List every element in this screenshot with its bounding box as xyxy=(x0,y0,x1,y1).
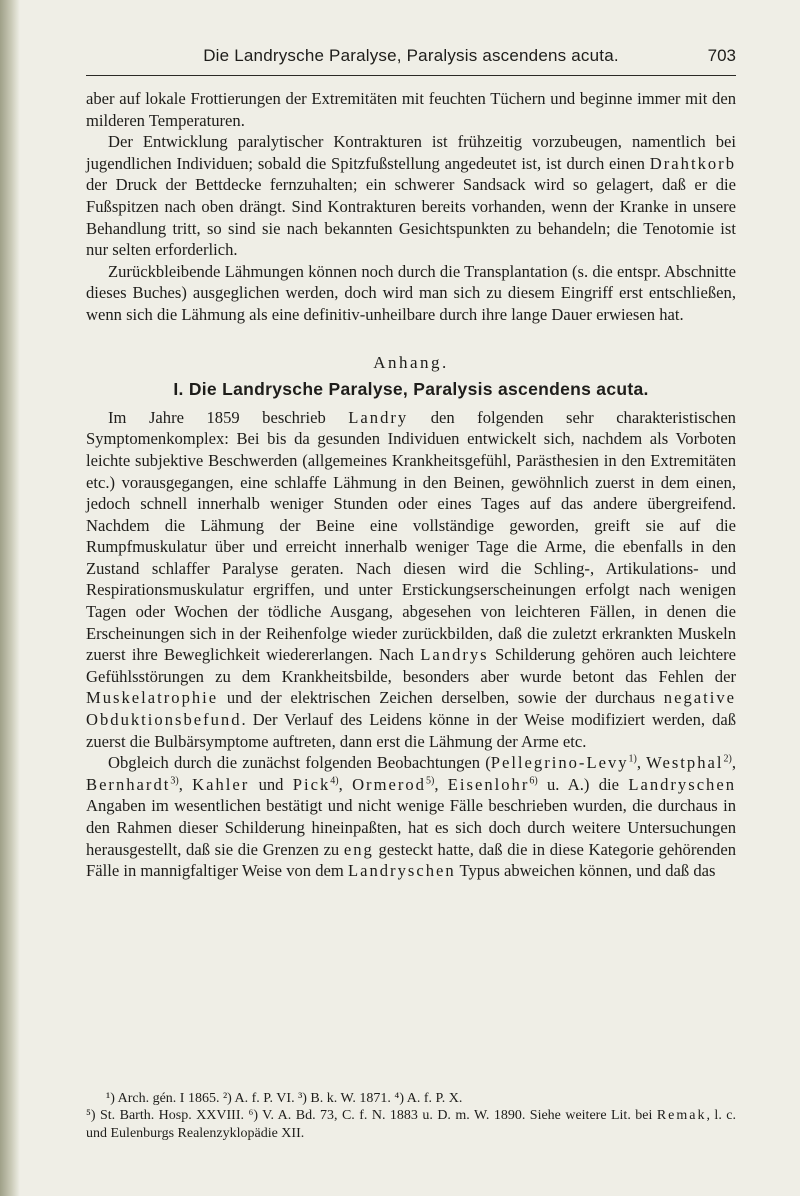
paragraph-1: aber auf lokale Frottierungen der Extremitäten mit feuchten Tüchern und beginne immer mit den milderen Temperaturen. xyxy=(86,89,736,130)
footnote-ref: 4) xyxy=(330,775,339,787)
author-name: Kahler xyxy=(192,774,250,794)
section-title: I. Die Landrysche Paralyse, Paralysis ascendens acuta. xyxy=(173,379,649,400)
footnote-ref: 6) xyxy=(529,775,538,787)
author-name: Landry xyxy=(348,407,409,427)
emphasized-term: negative Obduktionsbefund xyxy=(86,688,736,730)
running-title: Die Landrysche Paralyse, Paralysis ascendens acuta. xyxy=(203,46,619,65)
author-name: Landryschen xyxy=(347,861,456,881)
paragraph-3: Zurückbleibende Lähmungen können noch durch die Transplantation (s. die entspr. Abschnitte dieses Buches) ausgeglichen werden, doch wird man sich zu diesem Eingriff erst entschließen, wenn sich die Lähmung als eine definitiv-unheilbare durch ihre lange Dauer erwiesen hat. xyxy=(86,261,736,324)
appendix-heading: Anhang. xyxy=(373,352,449,372)
footnote-ref: 2) xyxy=(723,753,732,765)
page-binding-edge xyxy=(0,0,20,1196)
footnote-ref: 5) xyxy=(425,775,435,787)
author-name: Ormerod xyxy=(352,774,426,794)
main-text xyxy=(86,88,736,882)
running-header xyxy=(86,46,736,68)
author-name: Pellegrino-Levy xyxy=(490,753,629,773)
emphasized-term: Muskelatrophie xyxy=(86,688,219,708)
author-name: Remak xyxy=(656,1108,707,1124)
paragraph-4: Im Jahre 1859 beschrieb Landry den folgenden sehr charakteristischen Symptomenkomplex: Bei bis da gesunden Individuen entwickelt sich, nachdem als Vorboten leichte subjektive Beschwerden (allgemeines Krankheitsgefühl, Parästhesien in den Extremitäten etc.) vorausgegangen, eine schlaffe Lähmung in den Beinen, gewöhnlich zuerst in dem einen, jedoch schnell innerhalb weniger Stunden oder eines Tages auf das andere übergreifend. Nachdem die Lähmung der Beine eine vollständige geworden, greift sie auf die Rumpfmuskulatur über und erreicht innerhalb weniger Tage die Arme, die ebenfalls in den Zustand schlaffer Paralyse geraten. Nach diesen wird die Schling-, Artikulations- und Respirationsmuskulatur ergriffen, und unter Erstickungserscheinungen erfolgt nach wenigen Tagen oder Wochen der tödliche Ausgang, abgesehen von leichteren Fällen, in denen die Erscheinungen sich in der Reihenfolge wieder zurückbilden, daß die zuletzt erkrankten Muskeln zuerst ihre Beweglichkeit wiedererlangen. Nach Landrys Schilderung gehören auch leichtere Gefühlsstörungen zu dem Krankheitsbilde, besonders aber wurde betont das Fehlen der Muskelatrophie und der elektrischen Zeichen derselben, sowie der durchaus negative Obduktionsbefund. Der Verlauf des Leidens könne in der Weise modifiziert werden, daß zuerst die Bulbärsymptome auftreten, dann erst die Lähmung der Arme etc. xyxy=(86,407,736,751)
emphasized-term: eng xyxy=(343,839,374,859)
footnotes xyxy=(86,1090,736,1142)
author-name: Pick xyxy=(292,774,331,794)
footnote-line: ⁵) St. Barth. Hosp. XXVIII. ⁶) V. A. Bd. 73, C. f. N. 1883 u. D. m. W. 1890. Siehe weitere Lit. bei Remak, l. c. und Eulenburgs Realenzyklopädie XII. xyxy=(86,1108,736,1141)
author-name: Landryschen xyxy=(628,774,737,794)
emphasized-term: Drahtkorb xyxy=(649,153,736,173)
author-name: Eisenlohr xyxy=(447,774,530,794)
footnote-ref: 1) xyxy=(628,753,637,765)
paragraph-5: Obgleich durch die zunächst folgenden Beobachtungen (Pellegrino-Levy$^{1)}$, Westphal$^{2)}$, Bernhardt$^{3)}$, Kahler und Pick$^{4)}$, Ormerod$^{5)}$, Eisenlohr$^{6)}$ u. A.) die Landryschen Angaben im wesentlichen bestätigt und nicht wenige Fälle beschrieben wurden, die durchaus in den Rahmen dieser Schilderung hineinpaßten, hat es sich doch durch weitere Untersuchungen herausgestellt, daß sie die Grenzen zu eng gesteckt hatte, daß die in diese Kategorie gehörenden Fälle in mannigfaltiger Weise von dem Landryschen Typus abweichen können, und daß das xyxy=(86,753,737,881)
header-rule xyxy=(86,75,736,76)
author-name: Westphal xyxy=(646,753,724,773)
paragraph-2: Der Entwicklung paralytischer Kontrakturen ist frühzeitig vorzubeugen, namentlich bei jugendlichen Individuen; sobald die Spitzfußstellung angedeutet ist, ist durch einen Drahtkorb der Druck der Bettdecke fernzuhalten; ein schwerer Sandsack wird so gelagert, daß er die Fußspitzen nach oben drängt. Sind Kontrakturen bereits vorhanden, wenn der Kranke in unsere Behandlung tritt, so sind sie nach bekannten Gesichtspunkten zu behandeln; die Tenotomie ist nur selten erforderlich. xyxy=(86,132,736,260)
author-name: Landrys xyxy=(420,645,489,665)
footnote-ref: 3) xyxy=(170,775,179,787)
footnote-line: ¹) Arch. gén. I 1865. ²) A. f. P. VI. ³) B. k. W. 1871. ⁴) A. f. P. X. xyxy=(106,1091,463,1106)
author-name: Bernhardt xyxy=(86,774,171,794)
page-number: 703 xyxy=(707,46,736,65)
